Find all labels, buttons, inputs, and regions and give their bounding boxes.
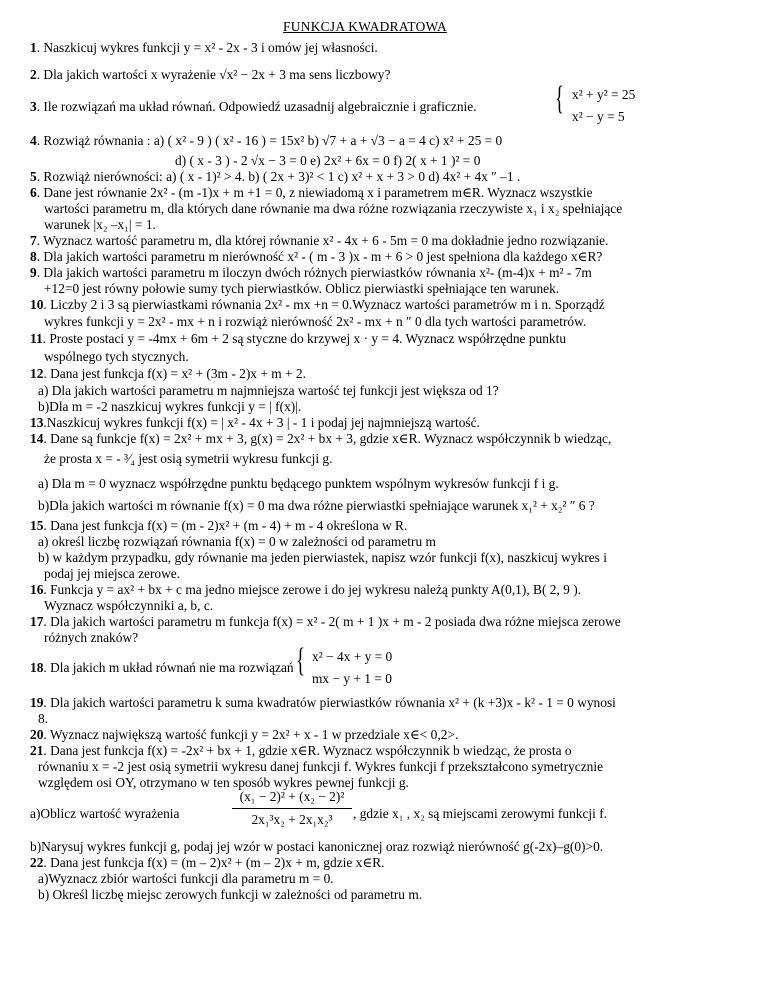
task-text: . Dla jakich wartości parametru m funkcja f(x) = x² - 2( m + 1 )x + m - 2 posiada dwa różne miejsca zerowe [43, 614, 621, 629]
task-line [30, 234, 608, 247]
task-text: wspólnego tych stycznych. [44, 349, 189, 364]
task-text: . Dana jest funkcja f(x) = -2x² + bx + 1, gdzie x∈R. Wyznacz współczynnik b wiedząc, że prosta o [43, 743, 572, 758]
task-text: warunek |x₂ –x₁| = 1. [44, 217, 156, 232]
task-text: . Dana jest funkcja f(x) = (m - 2)x² + (m - 4) + m - 4 określona w R. [43, 518, 408, 533]
task-number: 11 [30, 331, 43, 346]
task-text: różnych znaków? [44, 630, 139, 645]
task-text: że prosta x = - ³⁄₄ jest osią symetrii wykresu funkcji g. [44, 451, 333, 466]
task-line [44, 218, 156, 231]
task-text: . Liczby 2 i 3 są pierwiastkami równania 2x² - mx +n = 0.Wyznacz wartości parametrów m i n. Sporządź [43, 297, 605, 312]
task-line [30, 519, 407, 532]
task-line [30, 134, 502, 147]
task-number: 3 [30, 99, 37, 114]
task-line [175, 154, 480, 167]
task-number: 6 [30, 185, 37, 200]
task-line [44, 567, 180, 580]
task-number: 17 [30, 614, 44, 629]
task-text: równaniu x = -2 jest osią symetrii wykresu danej funkcji f. Wykres funkcji f przekształcono symetrycznie [38, 759, 604, 774]
task-line [44, 202, 622, 215]
task-line [30, 68, 390, 81]
task-line [44, 599, 213, 612]
task-line [30, 416, 480, 429]
task-line [44, 282, 559, 295]
task-text: a) określ liczbę rozwiązań równania f(x) = 0 w zależności od parametru m [38, 534, 436, 549]
task-line [30, 332, 566, 345]
task-line [30, 100, 477, 113]
task-line [30, 744, 572, 757]
task-line [38, 776, 409, 789]
task-line [30, 250, 602, 263]
task-text: +12=0 jest równy połowie sumy tych pierwiastków. Oblicz pierwiastki spełniające ten warunek. [44, 281, 560, 296]
fraction-bar [232, 808, 352, 809]
page-title: FUNKCJA KWADRATOWA [283, 19, 447, 34]
system-brace: { [555, 80, 564, 117]
task-text: b) w każdym przypadku, gdy równanie ma jeden pierwiastek, napisz wzór funkcji f(x), naszkicuj wykres i [38, 550, 607, 565]
task-line [30, 186, 592, 199]
equation-line: x² − 4x + y = 0 [312, 649, 393, 664]
task-text: a) Dla jakich wartości parametru m najmniejsza wartość tej funkcji jest większa od 1? [38, 383, 499, 398]
task-line [30, 41, 378, 54]
task-number: 10 [30, 297, 44, 312]
task-text: b)Narysuj wykres funkcji g, podaj jej wzór w postaci kanonicznej oraz rozwiąż nierówność g(-2x)–g(0)>0. [30, 839, 604, 854]
task-text: podaj jej miejsca zerowe. [44, 566, 181, 581]
task-line [30, 807, 179, 820]
task-line [30, 728, 458, 741]
task-text: b) Określ liczbę miejsc zerowych funkcji w zależności od parametru m. [38, 887, 423, 902]
task-text: wykres funkcji y = 2x² - mx + n i rozwiąż nierówność 2x² - mx + n ″ 0 dla tych wartości parametrów. [44, 314, 587, 329]
task-line [30, 367, 306, 380]
task-number: 5 [30, 169, 37, 184]
task-text: d) ( x - 3 ) - 2 √x − 3 = 0 e) 2x² + 6x = 0 f) 2( x + 1 )² = 0 [175, 153, 481, 168]
fraction-denominator: 2x₁³x₂ + 2x₁x₂³ [251, 812, 333, 827]
task-line [30, 696, 616, 709]
task-text: , gdzie x₁ , x₂ są miejscami zerowymi funkcji f. [353, 806, 608, 821]
task-text: . Wyznacz wartość parametru m, dla której równanie x² - 4x + 6 - 5m = 0 ma dokładnie jedno rozwiązanie. [36, 233, 609, 248]
task-text: . Dana jest funkcja f(x) = (m – 2)x² + (m – 2)x + m, gdzie x∈R. [43, 855, 385, 870]
task-text: .Naszkicuj wykres funkcji f(x) = | x² - 4x + 3 | - 1 i podaj jej najmniejszą wartość. [43, 415, 480, 430]
task-line [38, 384, 499, 397]
task-text: . Dana jest funkcja f(x) = x² + (3m - 2)x + m + 2. [43, 366, 306, 381]
task-number: 20 [30, 727, 44, 742]
task-line [44, 315, 586, 328]
task-number: 15 [30, 518, 44, 533]
task-text: . Ile rozwiązań ma układ równań. Odpowiedź uzasadnij algebraicznie i graficznie. [36, 99, 477, 114]
task-text: . Naszkicuj wykres funkcji y = x² - 2x - 3 i omów jej własności. [36, 40, 378, 55]
task-number: 1 [30, 40, 37, 55]
task-number: 19 [30, 695, 44, 710]
task-line [38, 888, 422, 901]
task-line [38, 760, 603, 773]
task-text: wartości parametru m, dla których dane równanie ma dwa różne rozwiązania rzeczywiste x₁ i x₂ spełniające [44, 201, 623, 216]
equation-line: mx − y + 1 = 0 [312, 671, 392, 686]
task-line [30, 266, 592, 279]
task-text: b)Dla m = -2 naszkicuj wykres funkcji y = | f(x)|. [38, 399, 302, 414]
fraction-numerator: (x₁ − 2)² + (x₂ − 2)² [239, 789, 345, 804]
task-text: . Proste postaci y = -4mx + 6m + 2 są styczne do krzywej x · y = 4. Wyznacz współrzędne punktu [42, 331, 567, 346]
task-number: 21 [30, 743, 44, 758]
task-line [30, 583, 581, 596]
equation-line: x² + y² = 25 [572, 87, 636, 102]
task-text: a) Dla m = 0 wyznacz współrzędne punktu będącego punktem wspólnym wykresów funkcji f i g. [38, 476, 559, 491]
task-number: 18 [30, 660, 44, 675]
task-number: 9 [30, 265, 37, 280]
task-line [38, 712, 48, 725]
task-line [38, 872, 334, 885]
task-number: 4 [30, 133, 37, 148]
task-line [30, 615, 621, 628]
equation-line: x² − y = 5 [572, 109, 625, 124]
task-text: . Dla jakich wartości parametru k suma kwadratów pierwiastków równania x² + (k +3)x - k² - 1 = 0 wynosi [43, 695, 616, 710]
task-line [44, 631, 138, 644]
task-number: 13 [30, 415, 44, 430]
task-number: 8 [30, 249, 37, 264]
task-text: . Rozwiąż nierówności: a) ( x - 1)² > 4. b) ( 2x + 3)² < 1 c) x² + x + 3 > 0 d) 4x² + 4x ″ –1 . [36, 169, 521, 184]
task-text: . Dane jest równanie 2x² - (m -1)x + m +1 = 0, z niewiadomą x i parametrem m∈R. Wyznacz wszystkie [36, 185, 593, 200]
task-line [353, 807, 607, 820]
task-text: b)Dla jakich wartości m równanie f(x) = 0 ma dwa różne pierwiastki spełniające warunek x₁² + x₂² ″ 6 ? [38, 498, 595, 513]
task-text: a)Wyznacz zbiór wartości funkcji dla parametru m = 0. [38, 871, 334, 886]
task-line [38, 551, 607, 564]
task-line [38, 499, 595, 512]
task-line [38, 477, 559, 490]
task-text: . Dane są funkcje f(x) = 2x² + mx + 3, g(x) = 2x² + bx + 3, gdzie x∈R. Wyznacz współczynnik b wiedząc, [43, 431, 612, 446]
task-text: . Dla jakich m układ równań nie ma rozwiązań [43, 660, 294, 675]
task-text: 8. [38, 711, 49, 726]
task-line [44, 452, 332, 465]
task-text: Wyznacz współczynniki a, b, c. [44, 598, 214, 613]
system-brace: { [296, 642, 305, 679]
task-line [38, 400, 301, 413]
task-number: 2 [30, 67, 37, 82]
task-text: . Wyznacz największą wartość funkcji y = 2x² + x - 1 w przedziale x∈< 0,2>. [43, 727, 459, 742]
task-number: 12 [30, 366, 44, 381]
task-line [30, 856, 385, 869]
task-text: . Dla jakich wartości parametru m iloczyn dwóch różnych pierwiastków równania x²- (m-4)x + m² - 7m [36, 265, 592, 280]
task-text: a)Oblicz wartość wyrażenia [30, 806, 180, 821]
task-line [30, 661, 294, 674]
task-text: . Rozwiąż równania : a) ( x² - 9 ) ( x² - 16 ) = 15x² b) √7 + a + √3 − a = 4 c) x² + 25 = 0 [36, 133, 503, 148]
task-line [44, 350, 189, 363]
task-line [30, 170, 520, 183]
task-line [30, 298, 605, 311]
task-line [30, 432, 611, 445]
task-number: 14 [30, 431, 44, 446]
task-number: 22 [30, 855, 44, 870]
task-text: względem osi OY, otrzymano w ten sposób wykres pewnej funkcji g. [38, 775, 409, 790]
task-line [30, 840, 603, 853]
task-text: . Funkcja y = ax² + bx + c ma jedno miejsce zerowe i do jej wykresu należą punkty A(0,1), B( 2, 9 ). [43, 582, 581, 597]
task-text: . Dla jakich wartości x wyrażenie √x² − 2x + 3 ma sens liczbowy? [36, 67, 391, 82]
task-line [38, 535, 436, 548]
task-number: 16 [30, 582, 44, 597]
task-text: . Dla jakich wartości parametru m nierówność x² - ( m - 3 )x - m + 6 > 0 jest spełniona dla każdego x∈R? [36, 249, 603, 264]
task-number: 7 [30, 233, 37, 248]
